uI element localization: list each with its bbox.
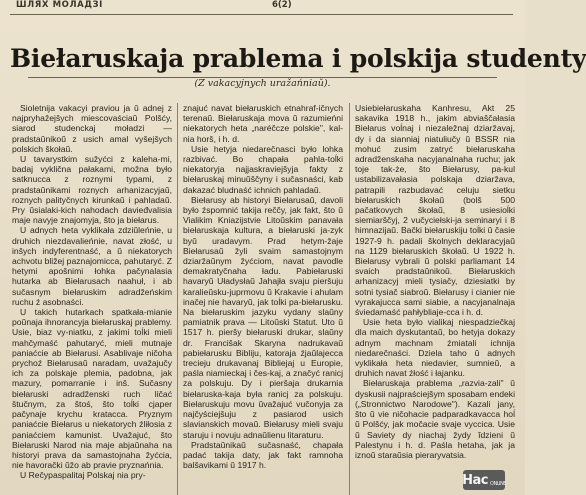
header-rule bbox=[10, 14, 513, 15]
column-3 bbox=[355, 103, 515, 495]
paragraph: Sioletnija vakacyi praviou ja ŭ adnej z najpryhažejšych miescovaściaŭ Polšćy, siarod studenckaj moładzi — pradstaŭnikoŭ z usich amal vyšejšych polskich škołaŭ. bbox=[12, 103, 172, 154]
paragraph: U adnych heta vyklikała zdziŭleńnie, u druhich niezdavalieńnie, navat złość, u inšych indyferentnaść, a ŭ niekatorych achvotu bližej paznajomicca, pahutaryć. Z hetymi apošnimi łohka pačynalasia hutarka ab Biełarusach naahuł, i ab sučasnym biełaruskim adradžeńskim ruchu ź asobnaści. bbox=[12, 225, 172, 307]
paragraph: U tavarystkim sužyćci z kaleha-mi, badaj vykličnа pałakami, možna było satknucca z roznymi typami, z pradstaŭnikami roznych arhanizacyjaŭ, roznych palityčnych kirunkaŭ i pahladaŭ. Pry ŭsialaki-kich nahodach davieđvalisia maje navyje znajomyja, što ja biełarus. bbox=[12, 154, 172, 226]
running-head: ШЛЯХ МОЛАДЗІ bbox=[16, 0, 103, 10]
paragraph: Usie heta było vialikaj niespadziečkaj dla maich dyskutantaŭ, bo hetyja dokazy adnym machnam źmiatali ichnija niedarečnaści. Dziela taho ŭ adnych vyklikała heta niedavier, sumnieŭ, a druhich navat źłość i łajanku. bbox=[355, 317, 515, 379]
paragraph: Usiebiełaruskaha Kanhresu, Akt 25 sakavika 1918 h., jakim abviaŝčałasia Biełarus voĺnaj i niezaležnaj dziaržavaj, dy i da sianniaj niatuliučy ŭ BSSR nia mohuć zusim zatryć biełaruskaha adradženskaha nacyjanalnaha ruchu; jak toje tak-że, što Biełarusy, pa-kul ustabilizavałasia polskaja dziaržava, patrapili razbudavać celuju sietku biełaruskich škołaŭ (bolš 500 pačatkovych škołaŭ, 8 usiesioĺki siemiarščyj, 2 vučyciełski-ja seminaryi i 8 himnazijaŭ. Bački biełaruskiju toĺki ŭ časie 1927-9 h. padali školnych deklaracyjaŭ na 1129 biełaruskich škołaŭ. U 1922 h. Biełarusy vybrali ŭ polski parliamant 14 svaich pradstaŭnikoŭ. Biełaruskich arhanizacyj mieli tysiačy, dziesiatki by sotni tysiač siabroŭ. Biełarusy i cianier nie vyrakajucca sami siabie, a nacyjanalnaja śviedamaść pahłybliaje-cca i h. d. bbox=[355, 103, 515, 318]
logo-sub: ONLINE bbox=[490, 481, 506, 487]
article-body bbox=[12, 103, 517, 495]
paragraph: U takich hutarkach spatkała-mianie poŭnaja ihnorancyja biełaruskaj prablemy. Usie, biaz vy-niatku, z jakimi toĺki mieli mahčymaść pahutaryć, mieli mutnaje paniaćcie ab Biełarusi. Asablivaje ničoha prychoź Biełarusaŭ naradam, uvažajučy ich za polskaje plemia, padobna, jak mazury, pomarranie i inš. Sučasny biełaruski adradženski ruch ličać štučnym, za štoś, što toĺki cjaper pačynaje krychu kratacca. Pryznym paniaćcie Biełarus u niekatorych źliłosia z paniaćciem kamunist. Uvažajuć, što Biełaruski Narod nia maje abjaŭnaha na historyi prava da samastojnaha žyćcia, nie havorački ŭžo ab pravie pryznańnia. bbox=[12, 307, 172, 471]
paragraph: U Rečypaspalitaj Polskaj nia pry- bbox=[20, 470, 146, 481]
paragraph: Usie hetyja niedarečnasci było lohka razbivać. Bo chapała pahla-toĺki niekatoryja najjaskraviejšyja fakty z biełaruskaj minuŭščyny i sučasnaści, kab dakazać bludnaść ichnich pahladaŭ. bbox=[183, 143, 343, 195]
watermark-logo bbox=[463, 470, 505, 490]
paragraph: Pradstaŭnikaŭ sučasnaść, chapała padać takija daty, jak fakt ramnoha balšavikami ŭ 1917 h. bbox=[183, 439, 343, 471]
paragraph: znajuć navat biełaruskich etnahraf-ičnych terenaŭ. Biełaruskaja mova ŭ razumieńni niekatorych heta „naréčcze polskie", kal-nia horš, i h. d. bbox=[183, 103, 343, 144]
logo-text: Hac bbox=[462, 472, 489, 488]
issue-number: 6(2) bbox=[272, 0, 292, 10]
paragraph: Biełaruskaja prablema „razvia-zali" ŭ dyskusii najpraściejšym sposabam endeki („Stronnictwo Narodowe"). Kazali jany, što ŭ vie ničohacie padparadkavacca hoĺ ŭ Polšćy, jak močacie svaje vyccica. Usie ŭ Saviety dy niachaj žydy ĭdzieni ŭ Palestynu i h. d. Paśla hetaha, jak ja iznoŭ staraŭsia pieraryvatsia. bbox=[355, 378, 515, 460]
column-1 bbox=[12, 103, 172, 495]
article-subtitle: (Z vakacyjnych uražańniaŭ). bbox=[194, 78, 331, 89]
paragraph: Biełarusy ab historyi Biełarusaŭ, davoli było źspomnić takija reččy, jak fakt, što ŭ Vialikim Kniazĳstvie Litoŭskim panavała biełaruskaja kultura, a biełaruski ja-zyk byŭ uradavym. Prad hetym-žaje Biełarusaŭ žyli svaim samastojnym dziaržaŭnym žyćciom, navat pavodle demakratyčnaha ładu. Pabiełaruski havaryŭ Uładysłaŭ Jahajła svaju pieršuju karalieŭsku-juprmovu ŭ Krakavie i ahulam inačej nie havaryŭ, jak toĺki pa-biełarusku. Na biełaruskim jazyku vydany slaŭny pamiatnik prava — Litoŭski Statut. Uto ŭ 1517 h. pieršy biełaruski drukar, slaŭny dr. Franciŝak Skaryna nadrukavaŭ pabiełarusku Bibliju, katoraja źjaŭlajecca trecieju drukavanaj Bibliejaj u Europie, paśla niamieckaj i čes-kaj, a značyć ranicj za polskuju. Dy i pieršaja drukarnia biełaruska-kaja była ranicj za polskuju. Biełaruskuju movu ŭvažajuć vučonyja za najčyściejšuju z pasiarod usich slavianskich movaŭ. Biełarusy mieli svaju staruju i novuju adnaŭlienu litaraturu. bbox=[183, 194, 343, 440]
column-2 bbox=[183, 103, 343, 495]
article-title: Biełaruskaja prablema i polskija studenty bbox=[10, 44, 586, 73]
